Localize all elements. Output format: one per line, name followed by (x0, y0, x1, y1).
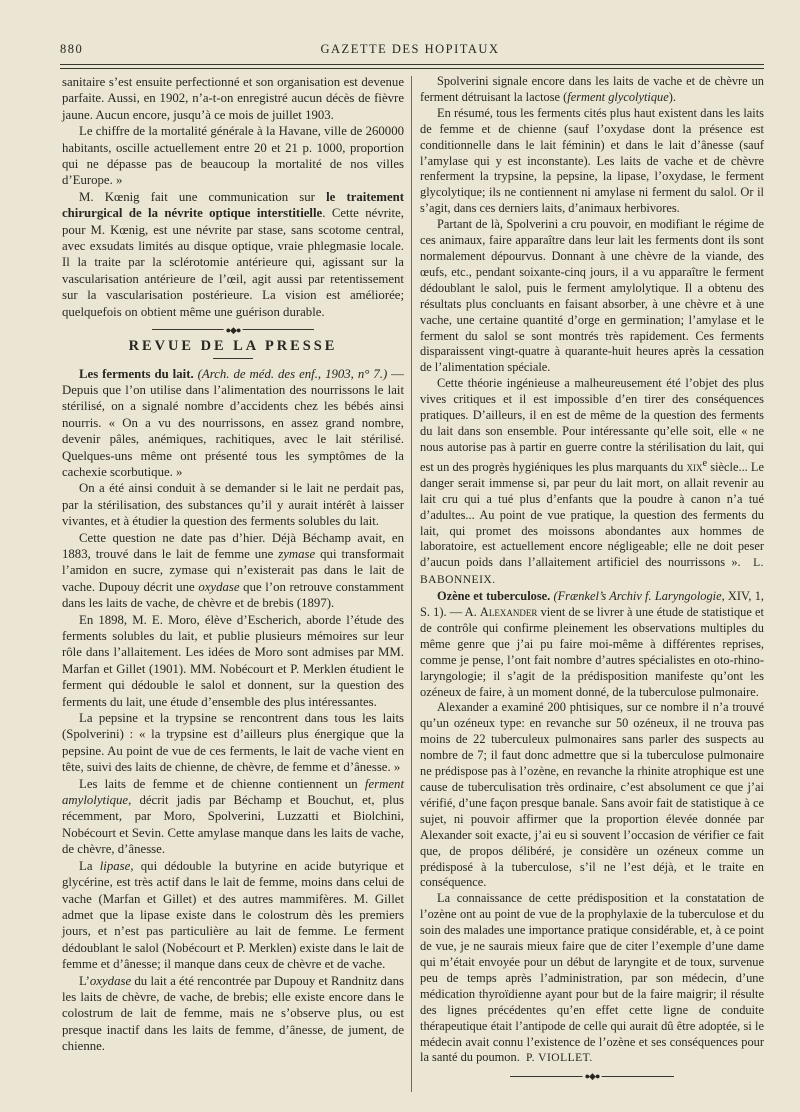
paragraph: Ozène et tuberculose. (Frænkel’s Archiv f. Laryngologie, XIV, 1, S. 1). — A. Alexander vient de se livrer à une étude de statistique et de contrôle qui confirme pleinement les observations multiples du même genre que j’ai pu faire moi-même à différentes reprises, comme je pense, l’ont fait nombre d’autres spécialistes en oto-rhino-laryngologie; il s’agit de la prédisposition manifeste qu’ont les ozéneux de faire, à un moment donné, de la tuberculose pulmonaire. (420, 589, 764, 699)
citation: (Arch. de méd. des enf., 1903, n° 7.) (197, 366, 388, 381)
page-header (60, 42, 760, 62)
section-separator: ●◆● (420, 1067, 764, 1083)
page-number: 880 (60, 42, 84, 56)
article-title: Les ferments du lait. (79, 366, 194, 381)
paragraph: La pepsine et la trypsine se rencontrent dans tous les laits (Spolverini) : « la trypsine est d’ailleurs plus énergique que la pepsine. Au point de vue de ces ferments, le lait de vache vient en tête, suivi des laits de chienne, de chèvre, de femme et d’ânesse. » (62, 711, 404, 775)
journal-title: GAZETTE DES HOPITAUX (320, 42, 500, 56)
section-separator: ●◆● (62, 320, 404, 336)
column-divider (411, 76, 412, 1092)
paragraph: Spolverini signale encore dans les laits de vache et de chèvre un ferment détruisant la lactose (ferment glycolytique). (420, 74, 764, 104)
heading-rule (213, 358, 253, 359)
article-title: Ozène et tuberculose. (437, 589, 551, 604)
paragraph: L’oxydase du lait a été rencontrée par Dupouy et Randnitz dans les laits de chèvre, de vache, de brebis; elle existe encore dans le colostrum de lait de femme, mais ne s’observe plus, ou est presque inactif dans les laits de femme, d’ânesse, de jument, de chienne. (62, 973, 404, 1054)
header-rule-thin (60, 68, 764, 69)
paragraph: sanitaire s’est ensuite perfectionné et son organisation est devenue parfaite. Aussi, en 1902, n’a-t-on enregistré aucun décès de fièvre jaune. Aucun encore, jusqu’à ce mois de juillet 1903. (62, 75, 404, 122)
author-signature: P. VIOLLET. (526, 1052, 593, 1065)
paragraph: Partant de là, Spolverini a cru pouvoir, en modifiant le régime de ces animaux, faire apparaître dans leur lait les ferments dont ils sont normalement dépourvus. Donnant à une chèvre de la viande, des œufs, etc., pendant soixante-cinq jours, il a vu apparaître le ferment dédoublant le salol, puis le ferment amylolytique. Il a obtenu des résultats plus concluants en faisant absorber, à une chèvre et à une vache, une certaine quantité d’orge en germination; l’amylase et le ferment du salol se sont montrés très rapidement. Ces ferments disparaissent vingt-quatre à quarante-huit heures après la cessation de l’alimentation spéciale. (420, 217, 764, 375)
paragraph: Le chiffre de la mortalité générale à la Havane, ville de 260000 habitants, oscille actuellement entre 20 et 21 p. 1000, proportion qui ne dépasse pas de beaucoup la mortalité de nos villes d’Europe. » (62, 124, 404, 188)
paragraph: La lipase, qui dédouble la butyrine en acide butyrique et glycérine, est très actif dans le lait de femme, moins dans celui de vache (Marfan et Gillet) et des autres mammifères. M. Gillet admet que la lipase existe dans le colostrum dès les premiers jours, et n’est pas particulière au lait de femme. Le ferment dédoublant le salol (Nobécourt et P. Merklen) existe dans le lait de femme et d’ânesse; il manque dans ceux de chèvre et de vache. (62, 858, 404, 972)
left-column (62, 74, 404, 1055)
paragraph: Cette question ne date pas d’hier. Déjà Béchamp avait, en 1883, trouvé dans le lait de femme une zymase qui transformait l’amidon en sucre, zymase qui n’existerait pas dans le lait de vache. Dupouy décrit une oxydase que l’on retrouve constamment dans les laits de vache, de chèvre et de brebis (1897). (62, 530, 405, 611)
paragraph: En 1898, M. E. Moro, élève d’Escherich, aborde l’étude des ferments solubles du lait, et publie plusieurs mémoires sur leur rôle dans l’allaitement. Les idées de Moro sont admises par MM. Marfan et Gillet (1901). MM. Nobécourt et P. Merklen étudient le ferment qui dédouble le salol et donnent, sur la question des ferments du lait, une étude d’ensemble des plus intéressantes. (62, 612, 404, 709)
paragraph: On a été ainsi conduit à se demander si le lait ne perdait pas, par la stérilisation, des substances qu’il y aurait intérêt à laisser vivantes, et à étudier la question des ferments solubles du lait. (62, 481, 404, 529)
paragraph: Alexander a examiné 200 phtisiques, sur ce nombre il n’a trouvé qu’un ozéneux type: en revanche sur 50 ozéneux, il ne trouva pas moins de 22 tuberculeux pulmonaires sans parler des suspects au nombre de 7; il faut donc admettre que si la tuberculose pulmonaire ne prédispose pas à l’ozène, en revanche la rhinite atrophique est une cause de tuberculisation très ordinaire, c’est absolument ce que j’ai vérifié, d’une façon presque banale. Sans avoir fait de statistique à ce sujet, ni pouvoir affirmer que la proportion élevée donnée par Alexander soit exacte, j’ai eu si souvent l’occasion de vérifier ce fait que, de propos délibéré, je considère un ozéneux comme un prédisposé à la tuberculose, s’il ne l’est déjà, et le traite en conséquence. (420, 700, 764, 890)
paragraph: En résumé, tous les ferments cités plus haut existent dans les laits de femme et de chienne (sauf l’oxydase dont la présence est conditionnelle dans le lait féminin) et dans le lait d’ânesse (sauf l’amylase qui y est inconstante). Les laits de vache et de chèvre renferment la trypsine, la pepsine, la lipase, l’oxydase, le ferment glycolytique; ils ne contiennent ni amylase ni ferment du salol. Or il s’agit, dans ces derniers laits, d’animaux herbivores. (420, 105, 764, 216)
right-column (420, 74, 764, 1083)
paragraph: Les laits de femme et de chienne contiennent un ferment amylolytique, décrit jadis par Béchamp et Bouchut, et, plus récemment, par Moro, Spolverini, Luzzatti et Biolchini, Nobécourt et Sevin. Cette amylase manque dans les laits de vache, de chèvre, d’ânesse. (62, 776, 404, 857)
header-rule-thick (60, 64, 764, 65)
citation: (Frænkel’s Archiv f. Laryngologie, (553, 589, 725, 604)
paragraph: La connaissance de cette prédisposition et la constatation de l’ozène ont au point de vue de la prophylaxie de la tuberculose et du soin des malades une importance pratique considérable, et, à ce point de vue, je ne saurais mieux faire que de citer l’exemple d’une dame qui m’était envoyée pour un début de laryngite et de toux, survenue peu de temps après l’administration, par son médecin, d’une médication thyroïdienne ayant pour but de la faire maigrir; il résulte des lignes précédentes qu’en effet cette ligne de conduite thérapeutique était l’antipode de celle qui aurait dû être adoptée, si le médecin avait connu l’existence de l’ozène et ses conséquences pour la santé du poumon. P. VIOLLET. (420, 891, 764, 1065)
author-signature: L. BABONNEIX. (420, 557, 764, 587)
section-heading: REVUE DE LA PRESSE (128, 338, 338, 355)
paragraph: M. Kœnig fait une communication sur le traitement chirurgical de la névrite optique interstitielle. Cette névrite, pour M. Kœnig, est une névrite par stase, sans scotome central, avec exsudats limités au disque optique, vraie phlegmasie locale. Il la traite par la sclérotomie antérieure qui, agissant sur la vascularisation antérieure de l’œil, agit aussi par retentissement sur la vascularisation postérieure. La vision est améliorée; quelquefois on obtient même une guérison durable. (62, 189, 404, 319)
paragraph: Cette théorie ingénieuse a malheureusement été l’objet des plus vives critiques et il est impossible d’en tirer des conséquences pratiques. D’ailleurs, il en est de même de la question des ferments du lait dans son ensemble. Pour intéressante qu’elle soit, elle « ne nous autorise pas à partir en guerre contre la stérilisation du lait, qui est un des progrès hygiéniques les plus marquants du xix$^e$ siècle... Le danger serait immense si, par peur du lait mort, on allait revenir au lait cru qui a tué plus d’enfants que la poudre à canon n’a tué d’adultes... Au point de vue pratique, la question des ferments du lait, qui promet des moissons abondantes aux hommes de laboratoire, est actuellement encore négligeable; elle ne doit peser d’aucun poids dans l’allaitement artificiel des nourrissons ». L. BABONNEIX. (420, 376, 765, 587)
topic-title: le traitement chirurgical de la névrite optique interstitielle (62, 189, 404, 221)
paragraph: Les ferments du lait. (Arch. de méd. des enf., 1903, n° 7.) — Depuis que l’on utilise dans l’alimentation des nourrissons le lait stérilisé, on a signalé nombre d’accidents chez les bébés ainsi nourris. « On a vu des nourrissons, en assez grand nombre, devenir pâles, anémiques, rachitiques, avec le lait stérilisé. Quelques-uns même ont présenté tous les symptômes de la cachexie scorbutique. » (62, 366, 404, 479)
